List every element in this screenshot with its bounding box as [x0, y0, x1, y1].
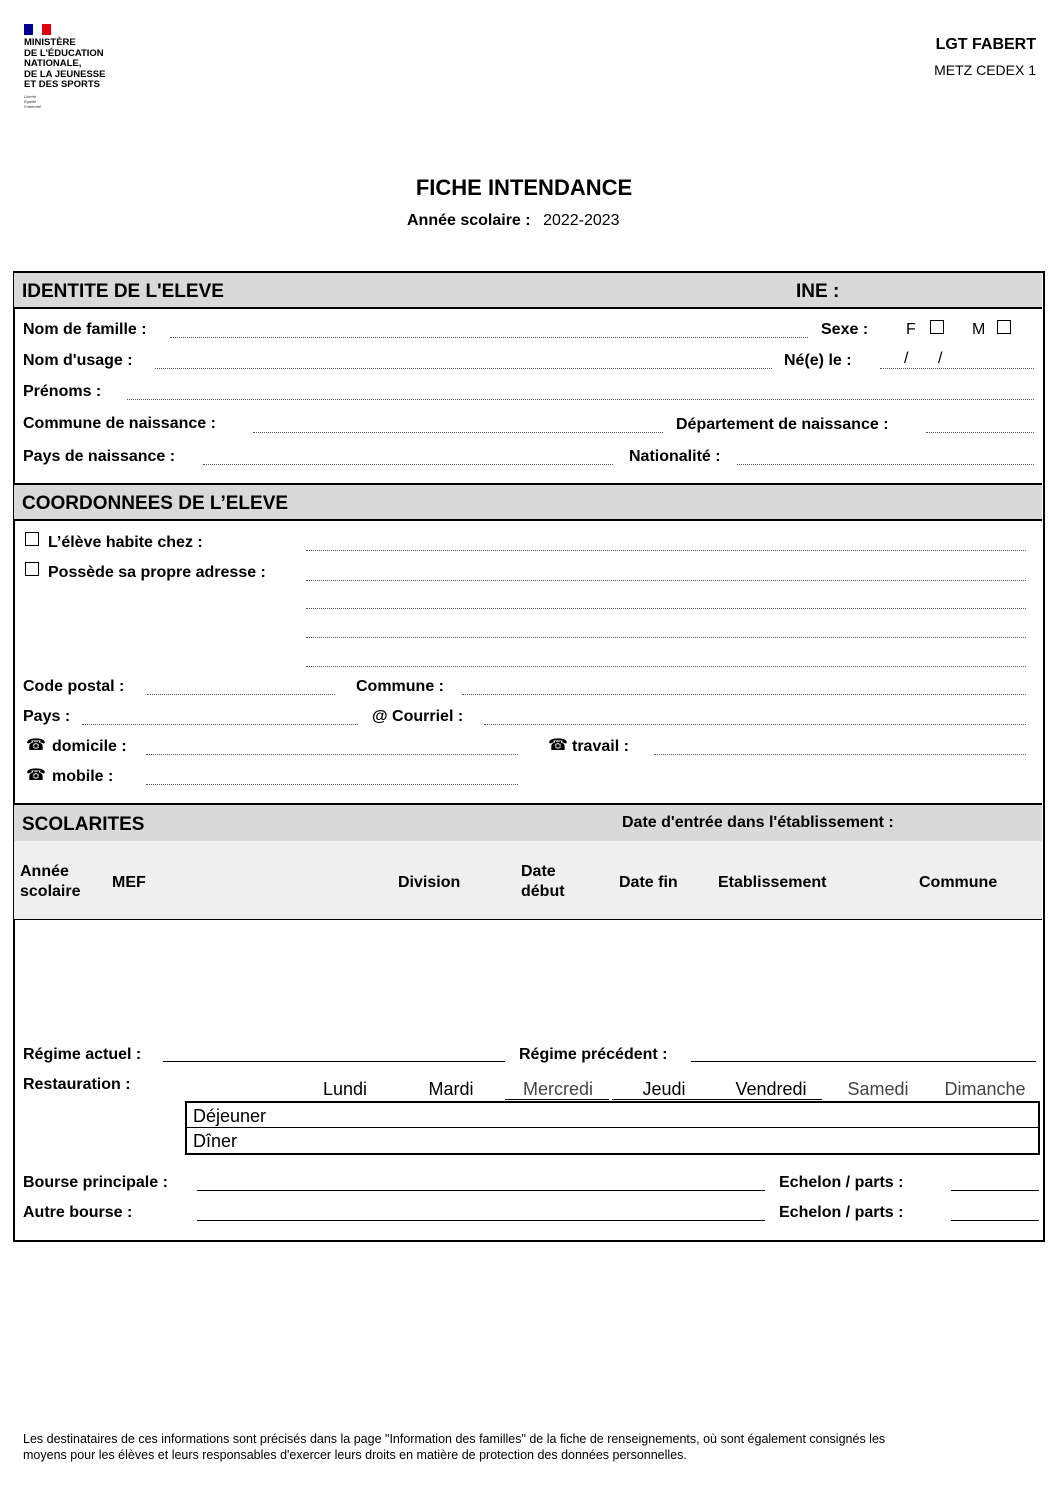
date-separator: /: [904, 350, 909, 367]
col-etablissement: Etablissement: [718, 874, 827, 891]
meal-dejeuner-label: Déjeuner: [193, 1106, 267, 1126]
school-name: LGT FABERT: [935, 36, 1036, 53]
propre-adresse-checkbox[interactable]: [25, 562, 39, 576]
day-lundi: Lundi: [322, 1079, 368, 1099]
regime-actuel-label: Régime actuel :: [23, 1046, 142, 1063]
regime-precedent-field[interactable]: [691, 1061, 1036, 1062]
habite-chez-label: L’élève habite chez :: [48, 534, 203, 551]
nom-usage-label: Nom d'usage :: [23, 352, 133, 369]
sexe-f-label: F: [906, 321, 916, 338]
meal-row-diner[interactable]: [187, 1128, 1038, 1153]
echelon-field-2[interactable]: [951, 1220, 1039, 1221]
day-samedi: Samedi: [847, 1079, 909, 1099]
pays-label: Pays :: [23, 708, 71, 725]
departement-naissance-field[interactable]: [926, 432, 1034, 433]
sexe-f-checkbox[interactable]: [930, 320, 944, 334]
restauration-label: Restauration :: [23, 1076, 131, 1093]
school-city: METZ CEDEX 1: [934, 62, 1036, 78]
mobile-field[interactable]: [146, 784, 518, 785]
code-postal-label: Code postal :: [23, 678, 125, 695]
nom-famille-field[interactable]: [170, 337, 808, 338]
mobile-label: mobile :: [52, 768, 114, 785]
echelon-label-1: Echelon / parts :: [779, 1174, 904, 1191]
prenoms-field[interactable]: [127, 399, 1034, 400]
nationalite-label: Nationalité :: [629, 448, 721, 465]
code-postal-field[interactable]: [147, 694, 335, 695]
courriel-field[interactable]: [484, 724, 1026, 725]
meal-grid[interactable]: [185, 1101, 1040, 1155]
address-line-3[interactable]: [306, 637, 1026, 638]
phone-icon: ☎: [26, 737, 46, 754]
phone-icon: ☎: [26, 767, 46, 784]
autre-bourse-label: Autre bourse :: [23, 1204, 133, 1221]
meal-diner-label: Dîner: [193, 1131, 238, 1151]
day-vendredi: Vendredi: [735, 1079, 807, 1099]
birth-date-field[interactable]: [880, 368, 1034, 369]
school-year-value: 2022-2023: [543, 212, 620, 229]
address-line-1[interactable]: [306, 580, 1026, 581]
section-identite-title: IDENTITE DE L'ELEVE: [22, 281, 224, 302]
regime-precedent-label: Régime précédent :: [519, 1046, 668, 1063]
col-commune: Commune: [919, 874, 998, 891]
section-identite-header: [14, 271, 1042, 309]
scolarites-table-header: [14, 841, 1042, 920]
ministry-logo: [24, 24, 124, 114]
domicile-field[interactable]: [146, 754, 518, 755]
day-mercredi: Mercredi: [522, 1079, 593, 1099]
courriel-label: @ Courriel :: [372, 708, 464, 725]
sexe-m-checkbox[interactable]: [997, 320, 1011, 334]
day-mardi: Mardi: [428, 1079, 474, 1099]
date-separator: /: [938, 350, 943, 367]
prenoms-label: Prénoms :: [23, 383, 102, 400]
phone-icon: ☎: [548, 737, 568, 754]
habite-chez-checkbox[interactable]: [25, 532, 39, 546]
commune-label: Commune :: [356, 678, 444, 695]
col-date-fin: Date fin: [619, 874, 678, 891]
pays-naissance-label: Pays de naissance :: [23, 448, 176, 465]
ne-le-label: Né(e) le :: [784, 352, 852, 369]
nom-famille-label: Nom de famille :: [23, 321, 147, 338]
col-mef: MEF: [112, 874, 146, 891]
date-entree-label: Date d'entrée dans l'établissement :: [622, 814, 894, 831]
flag-icon: [24, 24, 51, 35]
commune-naissance-field[interactable]: [253, 432, 663, 433]
section-scolarites-title: SCOLARITES: [22, 814, 145, 835]
ine-label: INE :: [796, 281, 840, 302]
col-date-debut: Date début: [521, 863, 565, 900]
regime-actuel-field[interactable]: [163, 1061, 505, 1062]
ministry-name: MINISTÈRE DE L'ÉDUCATION NATIONALE, DE LA JEUNESSE ET DES SPORTS: [24, 37, 106, 90]
bourse-principale-field[interactable]: [197, 1190, 765, 1191]
col-division: Division: [398, 874, 461, 891]
days-underline: [612, 1099, 822, 1100]
commune-field[interactable]: [462, 694, 1026, 695]
echelon-field-1[interactable]: [951, 1190, 1039, 1191]
habite-chez-field[interactable]: [306, 550, 1026, 551]
nom-usage-field[interactable]: [155, 368, 772, 369]
sexe-label: Sexe :: [821, 321, 869, 338]
domicile-label: domicile :: [52, 738, 127, 755]
republic-motto: Liberté Égalité Fraternité: [24, 94, 42, 109]
section-scolarites-header: [14, 803, 1042, 843]
travail-label: travail :: [572, 738, 629, 755]
col-annee-scolaire: Année scolaire: [20, 863, 81, 900]
bourse-principale-label: Bourse principale :: [23, 1174, 168, 1191]
echelon-label-2: Echelon / parts :: [779, 1204, 904, 1221]
privacy-notice: Les destinataires de ces informations sont précisés dans la page "Information des familles" de la fiche de renseignements, où sont également consignés les moyens pour les élèves et leurs responsables d'exercer leurs droits en matière de protection des données personnelles.: [23, 1432, 886, 1462]
section-coordonnees-header: [14, 483, 1042, 521]
page-title: FICHE INTENDANCE: [415, 175, 633, 200]
nationalite-field[interactable]: [737, 464, 1034, 465]
day-jeudi: Jeudi: [642, 1079, 686, 1099]
departement-naissance-label: Département de naissance :: [676, 416, 889, 433]
sexe-m-label: M: [972, 321, 986, 338]
address-line-4[interactable]: [306, 666, 1026, 667]
day-dimanche: Dimanche: [944, 1079, 1026, 1099]
autre-bourse-field[interactable]: [197, 1220, 765, 1221]
section-coordonnees-title: COORDONNEES DE L’ELEVE: [22, 493, 289, 514]
pays-naissance-field[interactable]: [203, 464, 613, 465]
school-year-label: Année scolaire :: [407, 212, 531, 229]
meal-row-dejeuner[interactable]: [187, 1103, 1038, 1128]
address-line-2[interactable]: [306, 608, 1026, 609]
school-year: [407, 212, 620, 230]
commune-naissance-label: Commune de naissance :: [23, 415, 216, 432]
pays-field[interactable]: [82, 724, 358, 725]
travail-field[interactable]: [654, 754, 1026, 755]
days-underline: [505, 1099, 609, 1100]
propre-adresse-label: Possède sa propre adresse :: [48, 564, 266, 581]
